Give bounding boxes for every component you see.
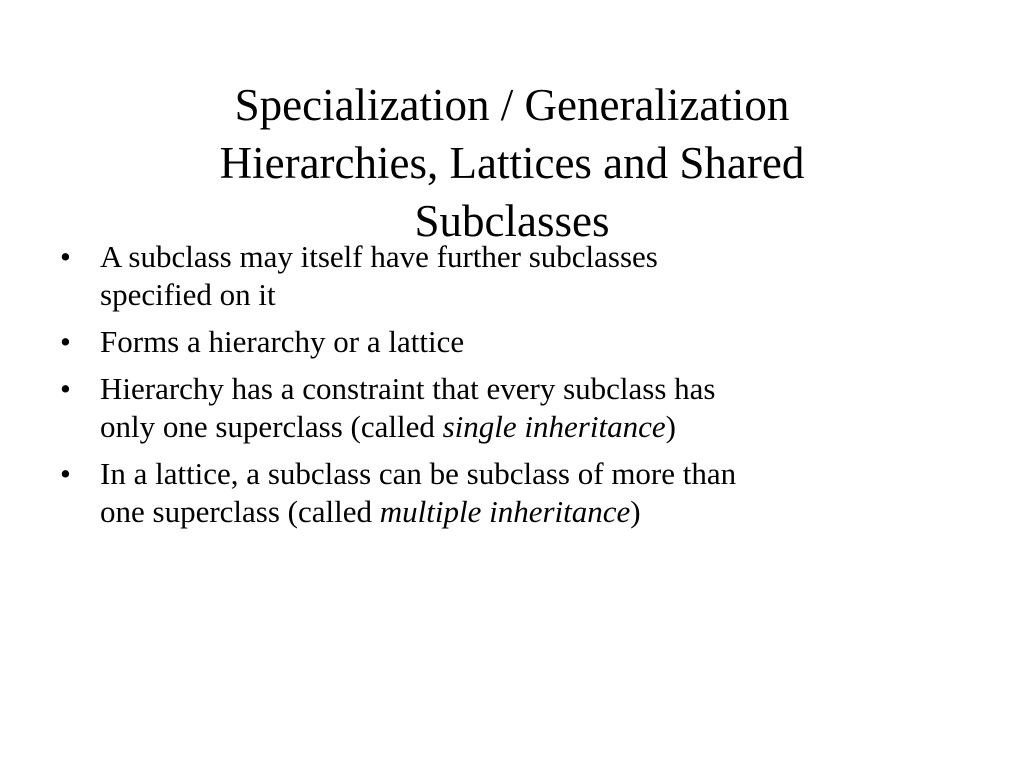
bullet-2-line-1: Forms a hierarchy or a lattice [100,324,465,359]
slide-title [100,76,924,250]
title-line-2: Hierarchies, Lattices and Shared [219,138,805,189]
bullet-icon: • [60,456,71,491]
title-line-1: Specialization / Generalization [234,80,790,131]
term-single-inheritance: single inheritance [442,409,666,444]
bullet-item-1 [52,238,952,314]
bullet-item-4 [52,455,952,531]
bullet-icon: • [60,324,71,359]
bullet-icon: • [60,239,71,274]
title-line-3: Subclasses [414,196,610,247]
bullet-3-line-1: Hierarchy has a constraint that every subclass has [100,371,716,406]
bullet-1-line-2: specified on it [100,277,276,312]
bullet-4-text-pre: one superclass (called [100,494,380,529]
bullet-3-line-2 [100,408,952,446]
term-multiple-inheritance: multiple inheritance [379,494,631,529]
bullet-3-text-post: ) [665,409,676,444]
bullet-4-line-2 [100,493,952,531]
bullet-1-line-1: A subclass may itself have further subclasses [100,239,658,274]
bullet-list [52,238,952,540]
bullet-4-line-1: In a lattice, a subclass can be subclass of more than [100,456,737,491]
bullet-3-text-pre: only one superclass (called [100,409,443,444]
bullet-4-text-post: ) [630,494,641,529]
bullet-item-3 [52,370,952,446]
bullet-icon: • [60,371,71,406]
bullet-item-2 [52,323,952,361]
